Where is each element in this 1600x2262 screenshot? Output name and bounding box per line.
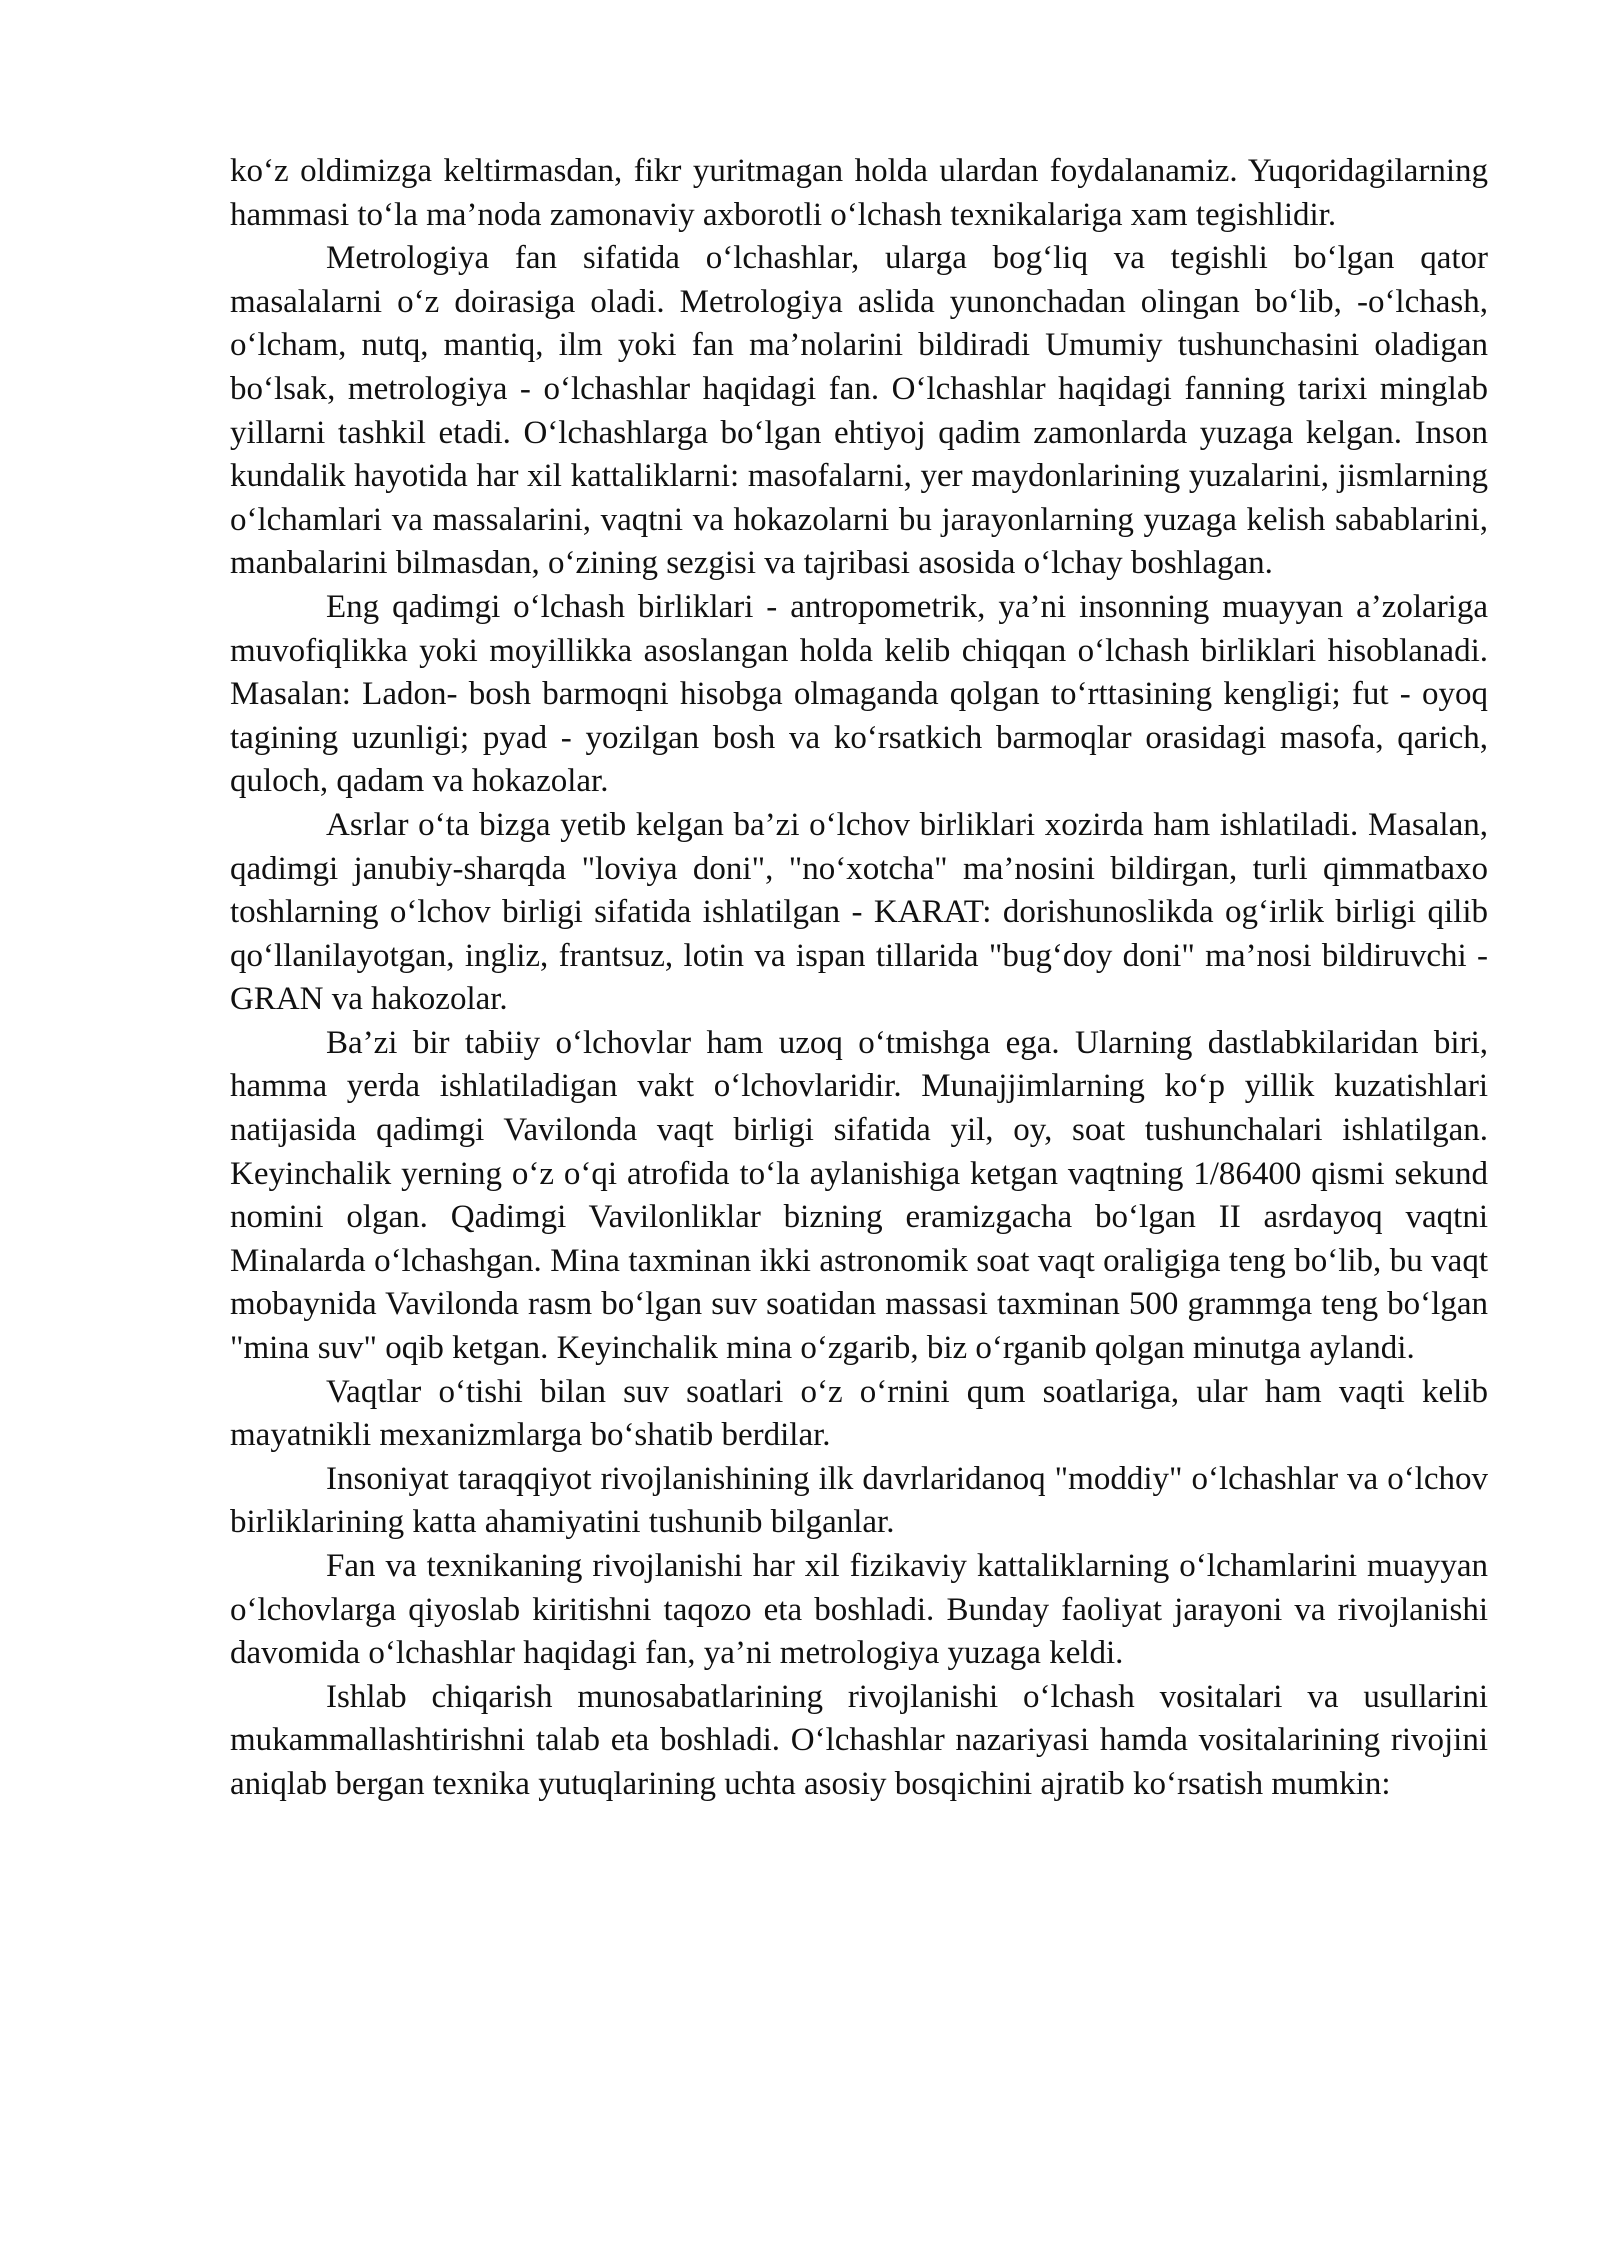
paragraph-science-development: Fan va texnikaning rivojlanishi har xil fizikaviy kattaliklarning o‘lchamlarini muayyan o‘lchovlarga qiyoslab kiritishni taqozo eta boshladi. Bunday faoliyat jarayoni va rivojlanishi davomida o‘lchashlar haqidagi fan, ya’ni metrologiya yuzaga keldi. [230,1548,1488,1672]
body-text [230,150,1488,1807]
paragraph-continuation: ko‘z oldimizga keltirmasdan, fikr yuritmagan holda ulardan foydalanamiz. Yuqoridagilarning hammasi to‘la ma’noda zamonaviy axborotli o‘lchash texnikalariga xam tegishlidir. [230,153,1488,233]
paragraph-material-measurements: Insoniyat taraqqiyot rivojlanishining ilk davrlaridanoq "moddiy" o‘lchashlar va o‘lchov birliklarining katta ahamiyatini tushunib bilganlar. [230,1460,1488,1541]
paragraph-production-stages: Ishlab chiqarish munosabatlarining rivojlanishi o‘lchash vositalari va usullarini mukammallashtirishni talab eta boshladi. O‘lchashlar nazariyasi hamda vositalarining rivojini aniqlab bergan texnika yutuqlarining uchta asosiy bosqichini ajratib ko‘rsatish mumkin: [230,1678,1488,1802]
paragraph-natural-measures: Ba’zi bir tabiiy o‘lchovlar ham uzoq o‘tmishga ega. Ularning dastlabkilaridan biri, hamma yerda ishlatiladigan vakt o‘lchovlaridir. Munajjimlarning ko‘p yillik kuzatishlari natijasida qadimgi Vavilonda vaqt birligi sifatida yil, oy, soat tushunchalari ishlatilgan. Keyinchalik yerning o‘z o‘qi atrofida to‘la aylanishiga ketgan vaqtning 1/86400 qismi sekund nomini olgan. Qadimgi Vavilonliklar bizning eramizgacha bo‘lgan II asrdayoq vaqtni Minalarda o‘lchashgan. Mina taxminan ikki astronomik soat vaqt oraligiga teng bo‘lib, bu vaqt mobaynida Vavilonda rasm bo‘lgan suv soatidan massasi taxminan 500 grammga teng bo‘lgan "mina suv" oqib ketgan. Keyinchalik mina o‘zgarib, biz o‘rganib qolgan minutga aylandi. [230,1024,1488,1367]
paragraph-anthropometric-units: Eng qadimgi o‘lchash birliklari - antropometrik, ya’ni insonning muayyan a’zolariga muvofiqlikka yoki moyillikka asoslangan holda kelib chiqqan o‘lchash birliklari hisoblanadi. Masalan: Ladon- bosh barmoqni hisobga olmaganda qolgan to‘rttasining kengligi; fut - oyoq tagining uzunligi; pyad - yozilgan bosh va ko‘rsatkich barmoqlar orasidagi masofa, qarich, quloch, qadam va hokazolar. [230,588,1488,800]
paragraph-ancient-units: Asrlar o‘ta bizga yetib kelgan ba’zi o‘lchov birliklari xozirda ham ishlatiladi. Masalan, qadimgi janubiy-sharqda "loviya doni", "no‘xotcha" ma’nosini bildirgan, turli qimmatbaxo toshlarning o‘lchov birligi sifatida ishlatilgan - KARAT: dorishunoslikda og‘irlik birligi qilib qo‘llanilayotgan, ingliz, frantsuz, lotin va ispan tillarida "bug‘doy doni" ma’nosi bildiruvchi - GRAN va hakozolar. [230,806,1488,1018]
paragraph-clocks: Vaqtlar o‘tishi bilan suv soatlari o‘z o‘rnini qum soatlariga, ular ham vaqti kelib mayatnikli mexanizmlarga bo‘shatib berdilar. [230,1373,1488,1454]
paragraph-metrology-definition: Metrologiya fan sifatida o‘lchashlar, ularga bog‘liq va tegishli bo‘lgan qator masalalarni o‘z doirasiga oladi. Metrologiya aslida yunonchadan olingan bo‘lib, -o‘lchash, o‘lcham, nutq, mantiq, ilm yoki fan ma’nolarini bildiradi Umumiy tushunchasini oladigan bo‘lsak, metrologiya - o‘lchashlar haqidagi fan. O‘lchashlar haqidagi fanning tarixi minglab yillarni tashkil etadi. O‘lchashlarga bo‘lgan ehtiyoj qadim zamonlarda yuzaga kelgan. Inson kundalik hayotida har xil kattaliklarni: masofalarni, yer maydonlarining yuzalarini, jismlarning o‘lchamlari va massalarini, vaqtni va hokazolarni bu jarayonlarning yuzaga kelish sabablarini, manbalarini bilmasdan, o‘zining sezgisi va tajribasi asosida o‘lchay boshlagan. [230,240,1488,582]
